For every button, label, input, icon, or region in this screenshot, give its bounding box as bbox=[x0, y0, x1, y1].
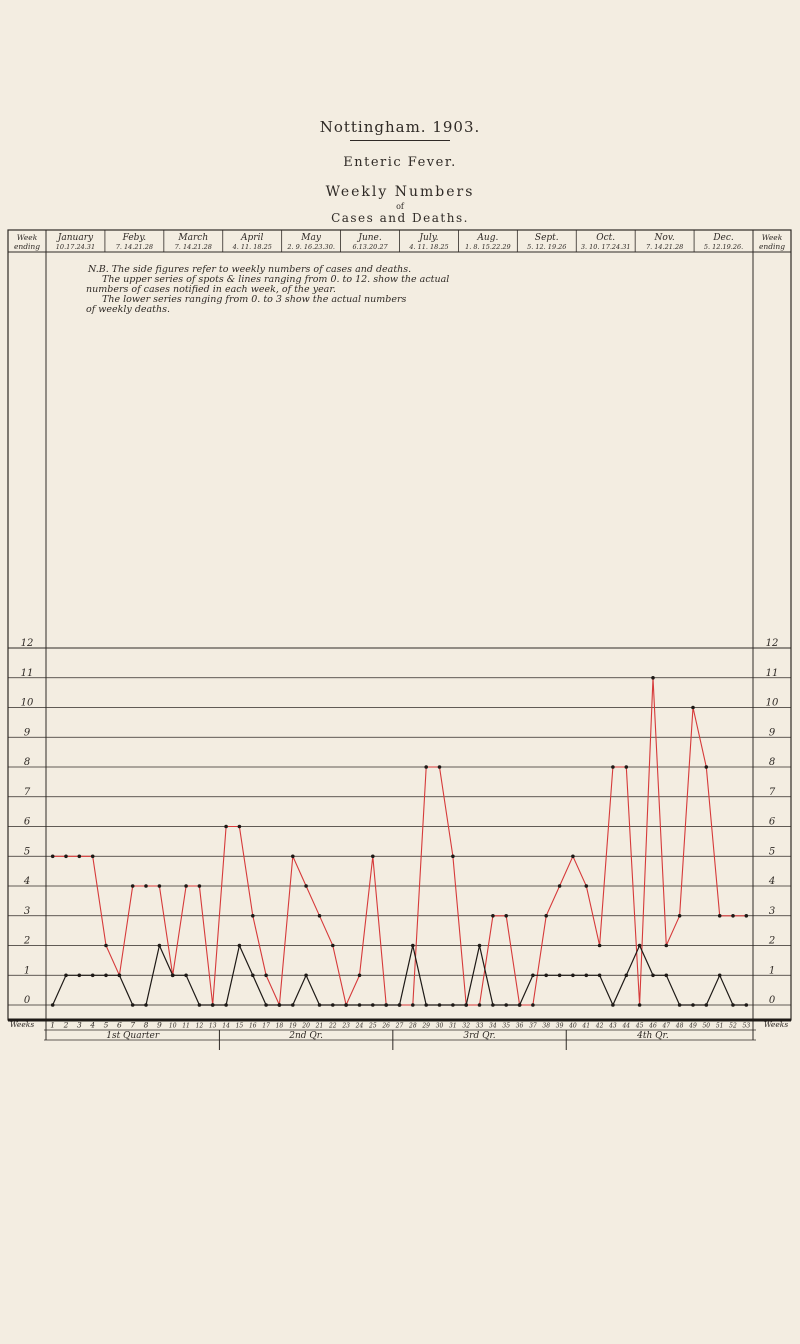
y-tick-label-right: 5 bbox=[768, 846, 776, 858]
x-tick-label: 2 bbox=[63, 1020, 69, 1030]
x-tick-label: 41 bbox=[582, 1022, 591, 1030]
x-tick-label: 34 bbox=[489, 1022, 497, 1030]
y-tick-label-right: 12 bbox=[765, 638, 779, 649]
y-tick-label-right: 0 bbox=[768, 995, 776, 1006]
x-tick-label: 49 bbox=[689, 1022, 697, 1030]
y-tick-label-left: 7 bbox=[23, 786, 31, 798]
x-tick-label: 20 bbox=[302, 1022, 310, 1030]
y-tick-label-right: 3 bbox=[768, 905, 776, 917]
data-point bbox=[731, 914, 735, 918]
data-point bbox=[718, 914, 722, 918]
x-tick-label: 15 bbox=[235, 1022, 244, 1030]
y-tick-label-left: 4 bbox=[23, 876, 31, 887]
y-tick-label-right: 11 bbox=[765, 667, 779, 679]
note-line: The lower series ranging from 0. to 3 show the actual numbers bbox=[102, 294, 407, 305]
x-tick-label: 30 bbox=[435, 1022, 444, 1030]
x-tick-label: 4 bbox=[90, 1020, 96, 1030]
y-tick-label-right: 10 bbox=[765, 697, 779, 709]
x-tick-label: 32 bbox=[462, 1022, 471, 1030]
data-point bbox=[558, 884, 562, 888]
data-point bbox=[318, 1003, 322, 1007]
data-point bbox=[451, 1003, 455, 1007]
data-point bbox=[611, 765, 615, 769]
data-point bbox=[184, 974, 188, 978]
data-point bbox=[558, 974, 562, 978]
x-axis bbox=[10, 1020, 789, 1041]
data-point bbox=[64, 974, 68, 978]
data-point bbox=[491, 914, 495, 918]
data-point bbox=[158, 944, 162, 948]
x-tick-label: 16 bbox=[248, 1022, 257, 1030]
chart-frame bbox=[8, 230, 791, 1040]
data-point bbox=[598, 974, 602, 978]
data-point bbox=[131, 1003, 135, 1007]
data-point bbox=[224, 825, 228, 829]
data-point bbox=[264, 974, 268, 978]
data-point bbox=[745, 914, 749, 918]
data-point bbox=[544, 914, 548, 918]
week-label-right-1: Week bbox=[761, 233, 783, 242]
data-point bbox=[184, 884, 188, 888]
data-point bbox=[464, 1003, 468, 1007]
note-line: N.B. The side figures refer to weekly numbers of cases and deaths. bbox=[88, 264, 412, 275]
data-point bbox=[118, 974, 122, 978]
data-point bbox=[665, 974, 669, 978]
data-point bbox=[78, 855, 82, 859]
data-point bbox=[291, 855, 295, 859]
data-point bbox=[51, 1003, 55, 1007]
data-point bbox=[438, 1003, 442, 1007]
month-days: 6.13.20.27 bbox=[352, 243, 388, 251]
x-tick-label: 14 bbox=[222, 1022, 230, 1030]
data-point bbox=[478, 1003, 482, 1007]
y-tick-label-left: 10 bbox=[20, 697, 34, 709]
x-tick-label: 37 bbox=[529, 1022, 537, 1030]
month-days: 10.17.24.31 bbox=[55, 243, 96, 251]
quarter-label: 4th Qr. bbox=[637, 1031, 669, 1041]
data-point bbox=[51, 855, 55, 859]
x-tick-label: 17 bbox=[262, 1022, 270, 1030]
y-tick-label-left: 9 bbox=[23, 727, 31, 739]
note-line: numbers of cases notified in each week, of the year. bbox=[86, 284, 336, 295]
x-tick-label: 40 bbox=[569, 1022, 577, 1030]
y-tick-label-right: 6 bbox=[768, 816, 776, 828]
data-point bbox=[158, 884, 162, 888]
data-point bbox=[331, 944, 335, 948]
data-point bbox=[384, 1003, 388, 1007]
data-point bbox=[438, 765, 442, 769]
data-point bbox=[251, 974, 255, 978]
x-tick-label: 46 bbox=[649, 1022, 657, 1030]
x-tick-label: 53 bbox=[742, 1022, 751, 1030]
month-days: 1. 8. 15.22.29 bbox=[465, 243, 511, 251]
y-tick-label-left: 5 bbox=[23, 846, 31, 858]
data-point bbox=[585, 974, 589, 978]
x-tick-label: 22 bbox=[328, 1022, 337, 1030]
x-tick-label: 10 bbox=[168, 1022, 177, 1030]
x-tick-label: 45 bbox=[635, 1022, 644, 1030]
data-point bbox=[91, 855, 95, 859]
month-days: 7. 14.21.28 bbox=[646, 243, 684, 251]
x-tick-label: 28 bbox=[409, 1022, 417, 1030]
note-line: The upper series of spots & lines ranging from 0. to 12. show the actual bbox=[102, 274, 450, 285]
data-point bbox=[585, 884, 589, 888]
data-point bbox=[304, 884, 308, 888]
y-tick-label-right: 9 bbox=[768, 727, 776, 739]
month-name: Sept. bbox=[534, 233, 559, 243]
month-header-row bbox=[14, 230, 785, 252]
x-tick-label: 44 bbox=[622, 1022, 631, 1030]
month-days: 4. 11. 18.25 bbox=[409, 243, 449, 251]
data-point bbox=[91, 974, 95, 978]
data-point bbox=[318, 914, 322, 918]
x-tick-label: 27 bbox=[395, 1022, 404, 1030]
x-tick-label: 3 bbox=[76, 1020, 82, 1030]
data-point bbox=[424, 765, 428, 769]
data-point bbox=[491, 1003, 495, 1007]
document-heading: Weekly Numbers bbox=[325, 184, 475, 200]
y-tick-label-left: 0 bbox=[23, 995, 31, 1006]
data-point bbox=[411, 1003, 415, 1007]
x-tick-label: 26 bbox=[382, 1022, 390, 1030]
month-name: March bbox=[178, 233, 209, 243]
y-tick-label-left: 3 bbox=[23, 905, 31, 917]
x-tick-label: 29 bbox=[422, 1022, 430, 1030]
x-tick-label: 19 bbox=[288, 1022, 297, 1030]
x-tick-label: 18 bbox=[275, 1022, 284, 1030]
week-label-left-1: Week bbox=[16, 233, 38, 242]
month-name: July. bbox=[419, 233, 439, 243]
document-title: Nottingham. 1903. bbox=[319, 118, 481, 136]
x-tick-label: 13 bbox=[208, 1022, 217, 1030]
quarter-label: 2nd Qr. bbox=[289, 1031, 323, 1041]
data-point bbox=[691, 1003, 695, 1007]
y-tick-label-left: 11 bbox=[20, 667, 34, 679]
x-tick-label: 6 bbox=[116, 1020, 122, 1030]
x-tick-label: 1 bbox=[50, 1020, 56, 1030]
x-tick-label: 47 bbox=[662, 1022, 671, 1030]
y-tick-label-right: 7 bbox=[768, 786, 776, 798]
y-tick-label-right: 2 bbox=[768, 935, 776, 947]
x-tick-label: 12 bbox=[195, 1022, 204, 1030]
data-point bbox=[625, 765, 629, 769]
month-name: Aug. bbox=[477, 233, 499, 243]
x-tick-label: 51 bbox=[715, 1022, 724, 1030]
weeks-label-right: Weeks bbox=[763, 1020, 789, 1029]
month-name: April bbox=[241, 233, 264, 243]
y-tick-label-right: 1 bbox=[768, 965, 776, 977]
data-point bbox=[211, 1003, 215, 1007]
month-days: 3. 10. 17.24.31 bbox=[580, 243, 631, 251]
data-point bbox=[358, 974, 362, 978]
data-point bbox=[371, 855, 375, 859]
month-days: 5. 12.19.26. bbox=[703, 243, 744, 251]
data-point bbox=[198, 884, 202, 888]
x-tick-label: 23 bbox=[342, 1022, 350, 1030]
data-point bbox=[678, 1003, 682, 1007]
y-tick-label-right: 8 bbox=[768, 757, 776, 768]
month-days: 7. 14.21.28 bbox=[174, 243, 212, 251]
x-tick-label: 43 bbox=[609, 1022, 617, 1030]
data-point bbox=[104, 944, 108, 948]
data-point bbox=[531, 1003, 535, 1007]
document-of: of bbox=[396, 202, 404, 211]
y-tick-label-right: 4 bbox=[768, 876, 776, 887]
note-line: of weekly deaths. bbox=[86, 304, 171, 315]
data-point bbox=[651, 974, 655, 978]
x-tick-label: 21 bbox=[315, 1022, 324, 1030]
y-tick-label-left: 1 bbox=[23, 965, 31, 977]
x-tick-label: 7 bbox=[130, 1020, 136, 1030]
data-point bbox=[745, 1003, 749, 1007]
data-point bbox=[144, 1003, 148, 1007]
series-layer bbox=[51, 676, 748, 1007]
document-subtitle: Enteric Fever. bbox=[343, 155, 457, 170]
data-point bbox=[504, 1003, 508, 1007]
x-tick-label: 52 bbox=[729, 1022, 737, 1030]
data-point bbox=[198, 1003, 202, 1007]
data-point bbox=[371, 1003, 375, 1007]
y-tick-label-left: 8 bbox=[23, 757, 31, 768]
data-point bbox=[104, 974, 108, 978]
data-point bbox=[238, 944, 242, 948]
data-point bbox=[411, 944, 415, 948]
data-point bbox=[331, 1003, 335, 1007]
notes-block bbox=[86, 264, 449, 315]
y-axis bbox=[21, 638, 779, 1006]
data-point bbox=[571, 974, 575, 978]
month-name: January bbox=[57, 233, 94, 243]
data-point bbox=[238, 825, 242, 829]
data-point bbox=[478, 944, 482, 948]
x-tick-label: 38 bbox=[542, 1022, 551, 1030]
x-tick-label: 50 bbox=[702, 1022, 711, 1030]
data-point bbox=[638, 1003, 642, 1007]
x-tick-label: 48 bbox=[675, 1022, 684, 1030]
data-point bbox=[531, 974, 535, 978]
quarter-label: 1st Quarter bbox=[106, 1031, 160, 1041]
month-name: Feby. bbox=[122, 233, 147, 243]
x-tick-label: 42 bbox=[595, 1022, 604, 1030]
data-point bbox=[705, 765, 709, 769]
x-tick-label: 24 bbox=[355, 1022, 364, 1030]
data-point bbox=[291, 1003, 295, 1007]
data-point bbox=[144, 884, 148, 888]
x-tick-label: 31 bbox=[449, 1022, 457, 1030]
data-point bbox=[278, 1003, 282, 1007]
data-point bbox=[625, 974, 629, 978]
month-name: Nov. bbox=[654, 233, 675, 243]
x-tick-label: 25 bbox=[369, 1022, 377, 1030]
data-point bbox=[638, 944, 642, 948]
data-point bbox=[224, 1003, 228, 1007]
x-tick-label: 8 bbox=[143, 1020, 149, 1030]
month-days: 4. 11. 18.25 bbox=[232, 243, 272, 251]
data-point bbox=[264, 1003, 268, 1007]
data-point bbox=[424, 1003, 428, 1007]
y-tick-label-left: 12 bbox=[20, 638, 34, 649]
x-tick-label: 5 bbox=[103, 1020, 109, 1030]
data-point bbox=[504, 914, 508, 918]
data-point bbox=[691, 706, 695, 710]
data-point bbox=[451, 855, 455, 859]
document-heading-2: Cases and Deaths. bbox=[331, 211, 469, 225]
weeks-label-left: Weeks bbox=[9, 1020, 35, 1029]
data-point bbox=[544, 974, 548, 978]
data-point bbox=[651, 676, 655, 680]
data-point bbox=[718, 974, 722, 978]
week-label-left-2: ending bbox=[13, 242, 41, 251]
x-tick-label: 11 bbox=[182, 1022, 190, 1030]
x-tick-label: 9 bbox=[156, 1020, 162, 1030]
data-point bbox=[304, 974, 308, 978]
x-tick-label: 33 bbox=[475, 1022, 484, 1030]
data-point bbox=[665, 944, 669, 948]
data-point bbox=[251, 914, 255, 918]
data-point bbox=[78, 974, 82, 978]
data-point bbox=[678, 914, 682, 918]
data-point bbox=[64, 855, 68, 859]
data-point bbox=[171, 974, 175, 978]
month-days: 7. 14.21.28 bbox=[115, 243, 153, 251]
week-label-right-2: ending bbox=[758, 242, 786, 251]
y-tick-label-left: 6 bbox=[23, 816, 31, 828]
x-tick-label: 39 bbox=[555, 1022, 564, 1030]
data-point bbox=[611, 1003, 615, 1007]
data-point bbox=[131, 884, 135, 888]
data-point bbox=[398, 1003, 402, 1007]
month-days: 5. 12. 19.26 bbox=[527, 243, 567, 251]
data-point bbox=[518, 1003, 522, 1007]
data-point bbox=[731, 1003, 735, 1007]
x-tick-label: 35 bbox=[502, 1022, 511, 1030]
data-point bbox=[358, 1003, 362, 1007]
x-tick-label: 36 bbox=[515, 1022, 524, 1030]
data-point bbox=[344, 1003, 348, 1007]
quarter-label: 3rd Qr. bbox=[463, 1031, 496, 1041]
month-name: June. bbox=[358, 233, 382, 243]
data-point bbox=[598, 944, 602, 948]
y-tick-label-left: 2 bbox=[23, 935, 31, 947]
month-name: May bbox=[301, 233, 321, 243]
month-name: Dec. bbox=[713, 233, 734, 243]
data-point bbox=[571, 855, 575, 859]
outer-border bbox=[8, 230, 791, 1020]
month-days: 2. 9. 16.23.30. bbox=[287, 243, 335, 251]
month-name: Oct. bbox=[596, 233, 616, 243]
data-point bbox=[705, 1003, 709, 1007]
